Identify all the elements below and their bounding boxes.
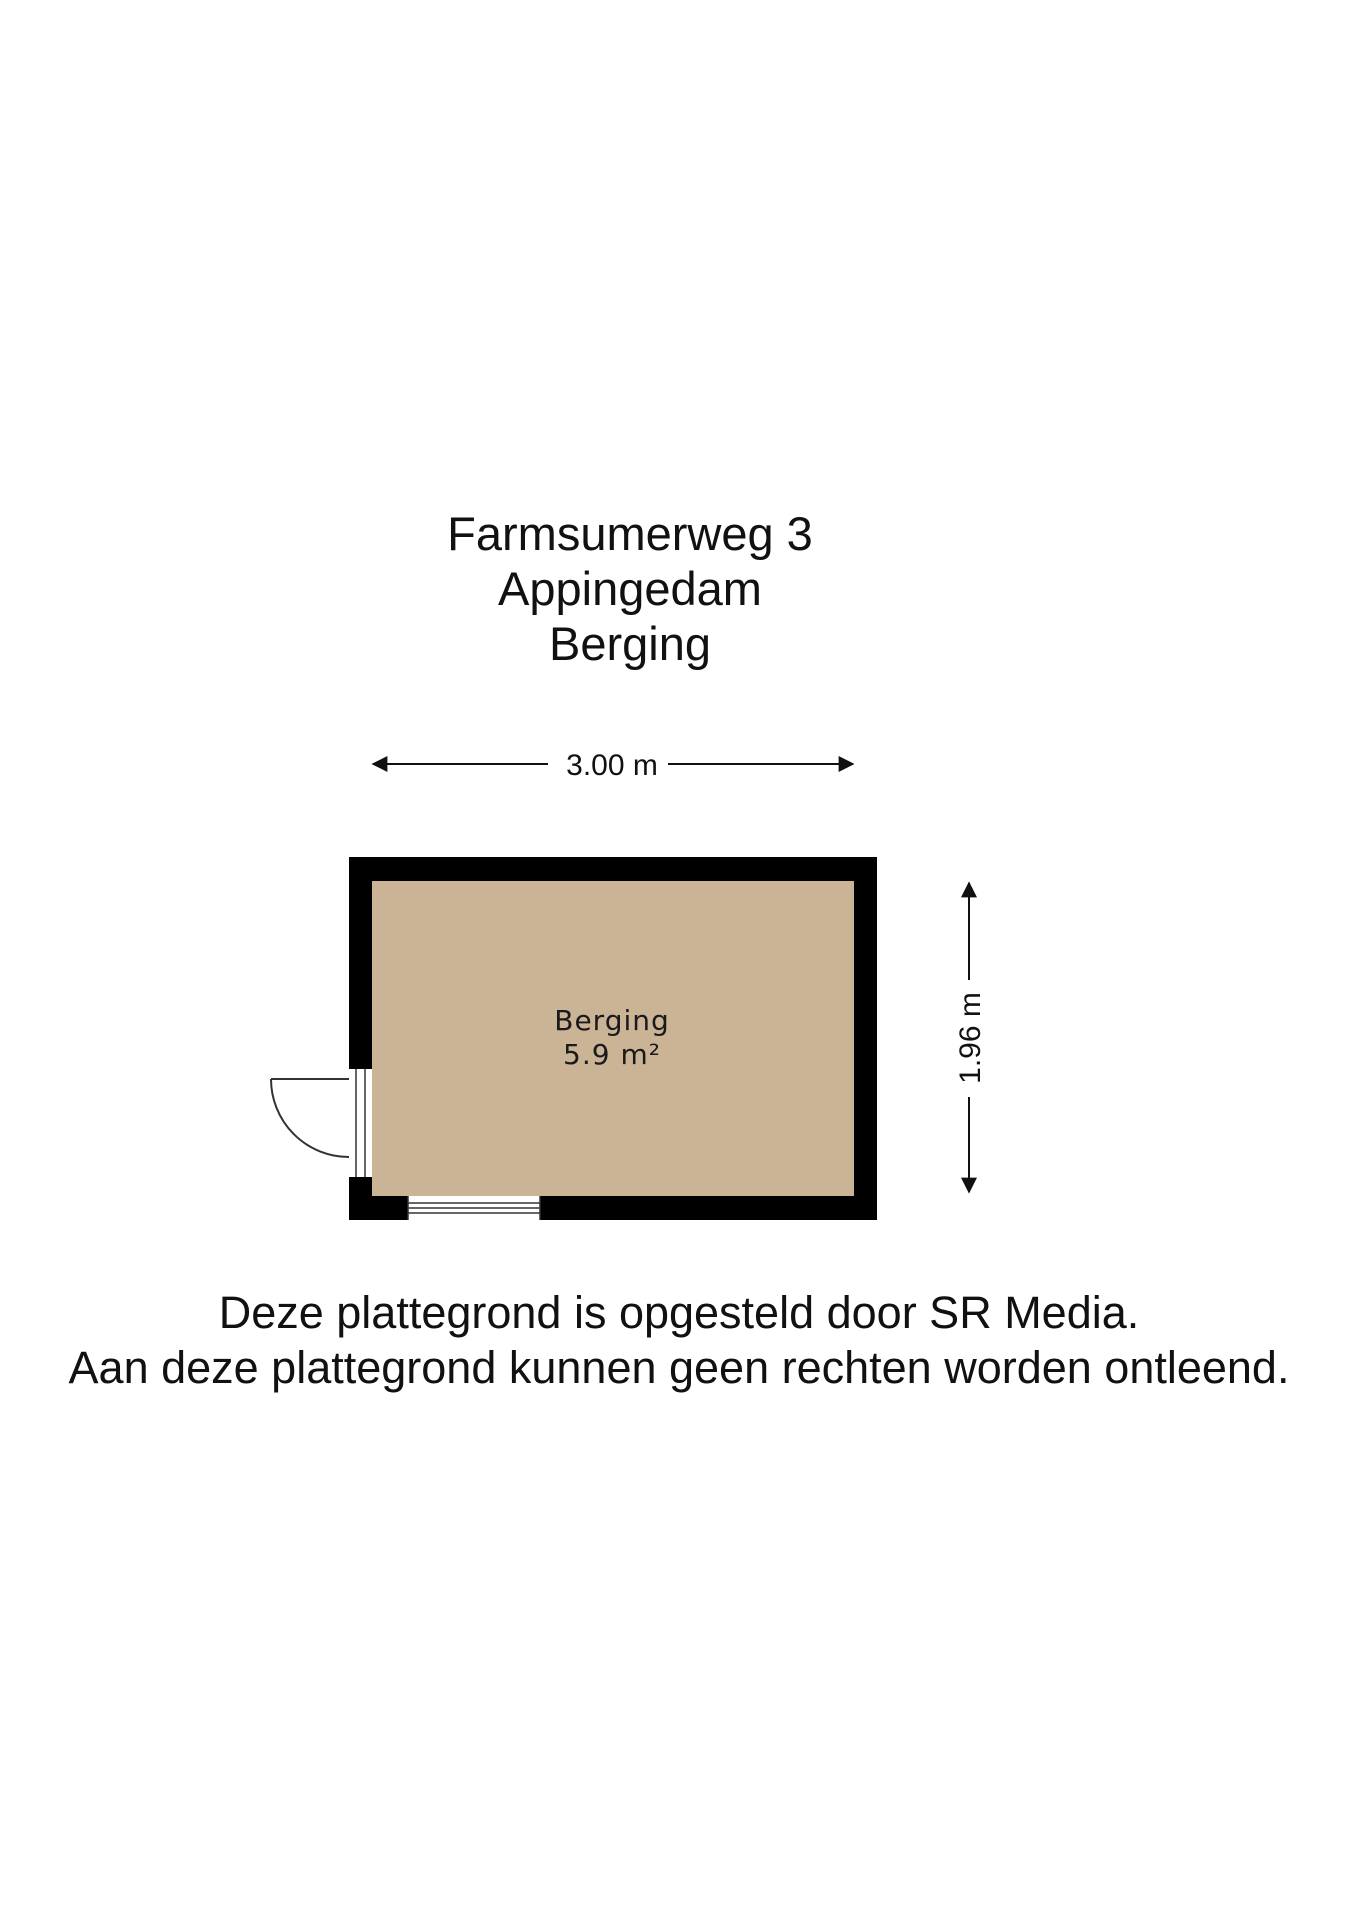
room-area-label: 5.9 m² <box>563 1038 661 1071</box>
depth-dimension-label: 1.96 m <box>954 992 987 1084</box>
width-dimension <box>373 749 853 782</box>
door-opening <box>349 1069 372 1177</box>
width-dimension-label: 3.00 m <box>566 749 658 782</box>
floor-title: Berging <box>549 617 711 670</box>
room-berging <box>271 857 877 1220</box>
room-name-label: Berging <box>554 1004 670 1037</box>
city-title: Appingedam <box>498 562 762 615</box>
disclaimer <box>0 1285 1358 1395</box>
door-swing-arc <box>271 1079 349 1157</box>
disclaimer-line-2: Aan deze plattegrond kunnen geen rechten worden ontleend. <box>68 1342 1290 1393</box>
depth-dimension <box>954 883 987 1192</box>
address-title: Farmsumerweg 3 <box>447 507 813 560</box>
disclaimer-line-1: Deze plattegrond is opgesteld door SR Media. <box>218 1287 1140 1338</box>
